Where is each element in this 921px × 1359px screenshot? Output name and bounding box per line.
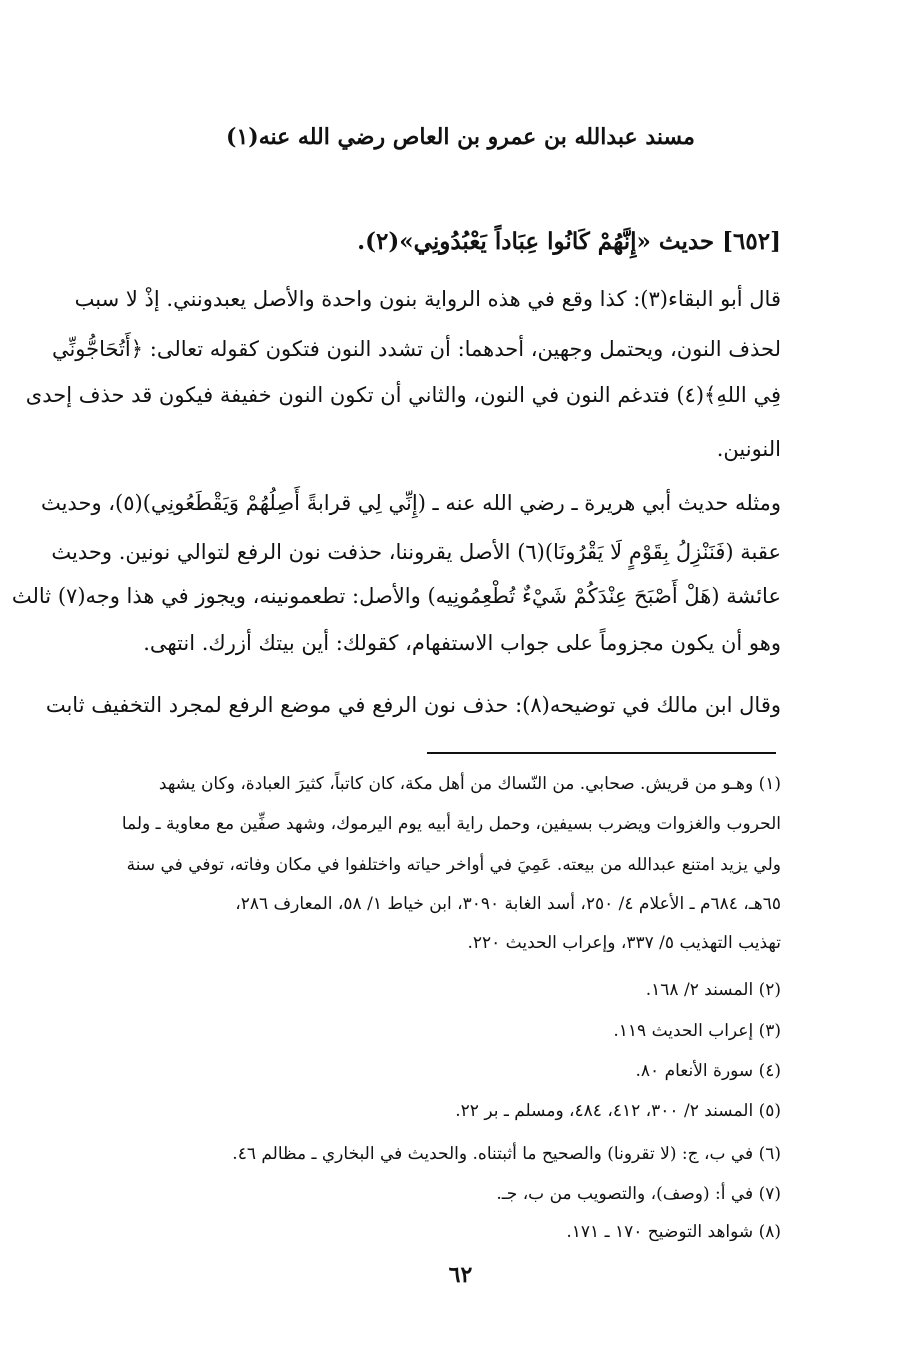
footnote-line: ٦٥هـ، ٦٨٤م ـ الأعلام ٤/ ٢٥٠، أسد الغابة ٣٠٩٠، ابن خياط ١/ ٥٨، المعارف ٢٨٦، — [235, 894, 781, 914]
body-line: عقبة (فَنَنْزِلُ بِقَوْمٍ لَا يَقْرُونَا)(٦) الأصل يقروننا، حذفت نون الرفع لتوالي نونين. وحديث — [51, 540, 781, 564]
footnote-line: (٣) إعراب الحديث ١١٩. — [613, 1021, 781, 1041]
footnote-line: (٦) في ب، ج: (لا تقرونا) والصحيح ما أثبتناه. والحديث في البخاري ـ مظالم ٤٦. — [232, 1144, 781, 1164]
footnote-line: (٧) في أ: (وصف)، والتصويب من ب، جـ. — [496, 1184, 781, 1204]
body-line: وقال ابن مالك في توضيحه(٨): حذف نون الرفع في موضع الرفع لمجرد التخفيف ثابت — [45, 693, 781, 717]
body-line: عائشة (هَلْ أَصْبَحَ عِنْدَكُمْ شَيْءٌ تُطْعِمُونِيه) والأصل: تطعمونينه، ويجوز في هذا وجه(٧) ثالث — [11, 584, 781, 608]
body-line: قال أبو البقاء(٣): كذا وقع في هذه الرواية بنون واحدة والأصل يعبدونني. إذْ لا سبب — [74, 287, 781, 311]
footnote-line: (٢) المسند ٢/ ١٦٨. — [645, 980, 781, 1000]
footnote-line: (١) وهـو من قريش. صحابي. من النّساك من أهل مكة، كان كاتباً، كثيرَ العبادة، وكان يشهد — [158, 774, 781, 794]
body-line: النونين. — [716, 437, 781, 461]
footnote-line: تهذيب التهذيب ٥/ ٣٣٧، وإعراب الحديث ٢٢٠. — [467, 933, 781, 953]
footnote-line: (٤) سورة الأنعام ٨٠. — [635, 1061, 781, 1081]
footnote-line: ولي يزيد امتنع عبدالله من بيعته. عَمِيَ في أواخر حياته واختلفوا في مكان وفاته، توفي في سنة — [126, 855, 781, 875]
hadith-title: [٦٥٢] حديث «إِنَّهُمْ كَانُوا عِبَاداً يَعْبُدُونِي»(٢). — [357, 228, 781, 255]
footnote-divider — [427, 752, 776, 754]
body-line: لحذف النون، ويحتمل وجهين، أحدهما: أن تشدد النون فتكون كقوله تعالى: ﴿أَتُحَاجُّونِّي — [51, 337, 781, 361]
body-line: وهو أن يكون مجزوماً على جواب الاستفهام، كقولك: أين بيتك أزرك. انتهى. — [143, 631, 781, 655]
footnote-line: (٨) شواهد التوضيح ١٧٠ ـ ١٧١. — [566, 1222, 781, 1242]
body-line: فِي اللهِ﴾(٤) فتدغم النون في النون، والثاني أن تكون النون خفيفة فيكون قد حذف إحدى — [25, 383, 781, 407]
body-line: ومثله حديث أبي هريرة ـ رضي الله عنه ـ (إِنِّي لِي قرابةً أَصِلُهُمْ وَيَقْطَعُونِي)(٥)، وحديث — [40, 491, 781, 515]
footnote-line: الحروب والغزوات ويضرب بسيفين، وحمل راية أبيه يوم اليرموك، وشهد صفِّين مع معاوية ـ ولما — [121, 814, 781, 834]
footnote-line: (٥) المسند ٢/ ٣٠٠، ٤١٢، ٤٨٤، ومسلم ـ بر ٢٢. — [455, 1101, 781, 1121]
page-heading: مسند عبدالله بن عمرو بن العاص رضي الله عنه(١) — [226, 124, 695, 150]
page-number: ٦٢ — [448, 1262, 473, 1288]
